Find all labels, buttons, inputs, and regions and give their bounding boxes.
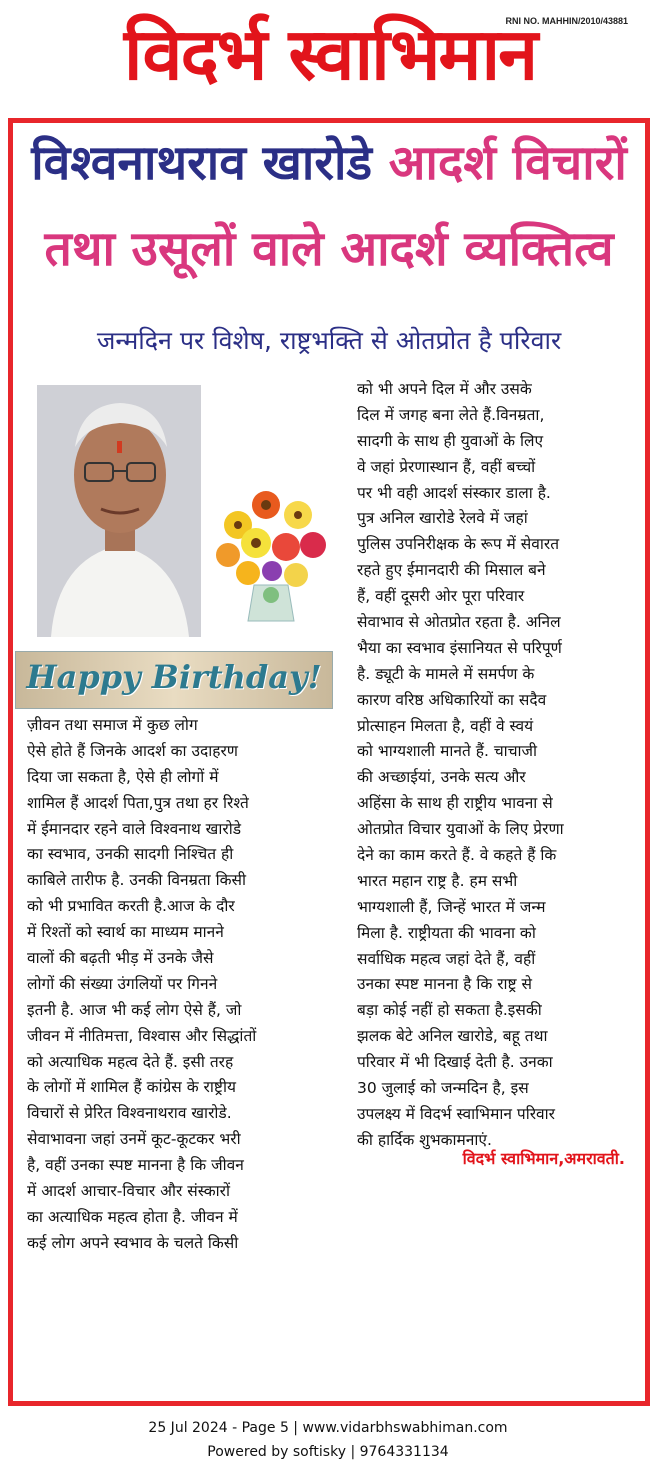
article-line: पुत्र अनिल खारोडे रेलवे में जहां — [357, 509, 528, 528]
footer-dateline: 25 Jul 2024 - Page 5 | www.vidarbhswabhiman.com — [148, 1420, 508, 1436]
article-signature: विदर्भ स्वाभिमान,अमरावती. — [462, 1149, 625, 1168]
article-line: इतनी है. आज भी कई लोग ऐसे हैं, जो — [27, 1000, 242, 1019]
banner-text: Happy Birthday! — [26, 658, 322, 696]
article-line: है, वहीं उनका स्पष्ट मानना है कि जीवन — [27, 1156, 244, 1175]
article-line: ज़ीवन तथा समाज में कुछ लोग — [27, 716, 198, 734]
article-line: को भी प्रभावित करती है.आज के दौर — [27, 897, 235, 916]
article-line: मिला है. राष्ट्रीयता की भावना को — [357, 923, 536, 942]
article-line: परिवार में भी दिखाई देती है. उनका — [357, 1053, 553, 1072]
article-line: को भाग्यशाली मानते हैं. चाचाजी — [357, 742, 538, 761]
portrait-image — [37, 385, 201, 637]
subheadline: जन्मदिन पर विशेष, राष्ट्रभक्ति से ओतप्रोत है परिवार — [96, 326, 562, 355]
article-line: दिल में जगह बना लेते हैं.विनम्रता, — [357, 405, 545, 424]
article-line: पुलिस उपनिरीक्षक के रूप में सेवारत — [357, 535, 560, 554]
article-line: वालों की बढ़ती भीड़ में उनके जैसे — [27, 949, 214, 968]
flower-bouquet — [208, 475, 334, 625]
article-line: में रिश्तों को स्वार्थ का माध्यम मानने — [27, 923, 224, 942]
article-line: के लोगों में शामिल हैं कांग्रेस के राष्ट्रीय — [27, 1078, 236, 1097]
article-line: कई लोग अपने स्वभाव के चलते किसी — [27, 1233, 239, 1252]
article-column-right — [357, 377, 637, 1154]
article-line: ऐसे होते हैं जिनके आदर्श का उदाहरण — [27, 741, 238, 760]
article-line: देने का काम करते हैं. वे कहते हैं कि — [357, 846, 557, 865]
portrait-photo — [37, 385, 201, 637]
article-line: 30 जुलाई को जन्मदिन है, इस — [357, 1079, 529, 1098]
article-line: हैं, वहीं दूसरी ओर पूरा परिवार — [357, 587, 525, 606]
article-line: प्रोत्साहन मिलता है, वहीं वे स्वयं — [357, 716, 534, 735]
article-line: विचारों से प्रेरित विश्वनाथराव खारोडे. — [27, 1104, 232, 1123]
article-line: लोगों की संख्या उंगलियों पर गिनने — [27, 974, 218, 993]
article-line: सेवाभाव से ओतप्रोत रहता है. अनिल — [357, 613, 561, 632]
article-column-left — [27, 713, 339, 1257]
headline-line-2: तथा उसूलों वाले आदर्श व्यक्तित्व — [44, 221, 614, 277]
article-line: ओतप्रोत विचार युवाओं के लिए प्रेरणा — [357, 820, 564, 839]
headline-phrase: आदर्श विचारों — [388, 135, 627, 191]
article-line: का अत्याधिक महत्व होता है. जीवन में — [27, 1207, 238, 1226]
article-line: भाग्यशाली हैं, जिन्हें भारत में जन्म — [357, 897, 546, 916]
article-line: को भी अपने दिल में और उसके — [357, 380, 532, 398]
article-line: कारण वरिष्ठ अधिकारियों का सदैव — [357, 690, 547, 709]
newspaper-logo: विदर्भ स्वाभिमान — [123, 12, 537, 96]
article-line: बड़ा कोई नहीं हो सकता है.इसकी — [357, 1001, 542, 1020]
headline-line-1 — [13, 133, 645, 193]
article-line: पर भी वही आदर्श संस्कार डाला है. — [357, 483, 551, 502]
article-line: अहिंसा के साथ ही राष्ट्रीय भावना से — [357, 794, 553, 813]
footer-credit: Powered by softisky | 9764331134 — [207, 1444, 449, 1460]
article-line: झलक बेटे अनिल खारोडे, बहू तथा — [357, 1027, 548, 1046]
article-line: है. ड्यूटी के मामले में समर्पण के — [357, 664, 535, 683]
article-line: जीवन में नीतिमत्ता, विश्वास और सिद्धांतों — [27, 1026, 257, 1045]
article-frame — [8, 118, 650, 1406]
article-line: उपलक्ष्य में विदर्भ स्वाभिमान परिवार — [357, 1104, 556, 1123]
rni-number: RNI NO. MAHHIN/2010/43881 — [505, 16, 628, 26]
article-line: में आदर्श आचार-विचार और संस्कारों — [27, 1182, 231, 1201]
article-line: का स्वभाव, उनकी सादगी निश्चित ही — [27, 845, 234, 864]
article-line: की हार्दिक शुभकामनाएं. — [357, 1130, 492, 1149]
article-line: दिया जा सकता है, ऐसे ही लोगों में — [27, 767, 219, 786]
article-line: सर्वाधिक महत्व जहां देते हैं, वहीं — [357, 949, 536, 968]
bouquet-image — [208, 475, 334, 625]
article-line: सादगी के साथ ही युवाओं के लिए — [357, 431, 544, 450]
article-line: काबिले तारीफ है. उनकी विनम्रता किसी — [27, 871, 247, 890]
article-line: में ईमानदार रहने वाले विश्वनाथ खारोडे — [27, 819, 241, 838]
headline-name: विश्वनाथराव खारोडे — [31, 135, 373, 191]
article-line: सेवाभावना जहां उनमें कूट-कूटकर भरी — [27, 1130, 241, 1149]
article-line: भैया का स्वभाव इंसानियत से परिपूर्ण — [357, 638, 562, 657]
article-line: की अच्छाईयां, उनके सत्य और — [357, 768, 526, 787]
article-line: भारत महान राष्ट्र है. हम सभी — [357, 871, 518, 890]
article-line: उनका स्पष्ट मानना है कि राष्ट्र से — [357, 975, 532, 994]
masthead — [0, 0, 656, 112]
article-line: को अत्याधिक महत्व देते हैं. इसी तरह — [27, 1052, 234, 1071]
article-line: वे जहां प्रेरणास्थान हैं, वहीं बच्चों — [357, 457, 536, 476]
article-line: शामिल हैं आदर्श पिता,पुत्र तथा हर रिश्ते — [27, 793, 249, 812]
article-line: रहते हुए ईमानदारी की मिसाल बने — [357, 561, 546, 580]
happy-birthday-banner — [15, 651, 333, 709]
